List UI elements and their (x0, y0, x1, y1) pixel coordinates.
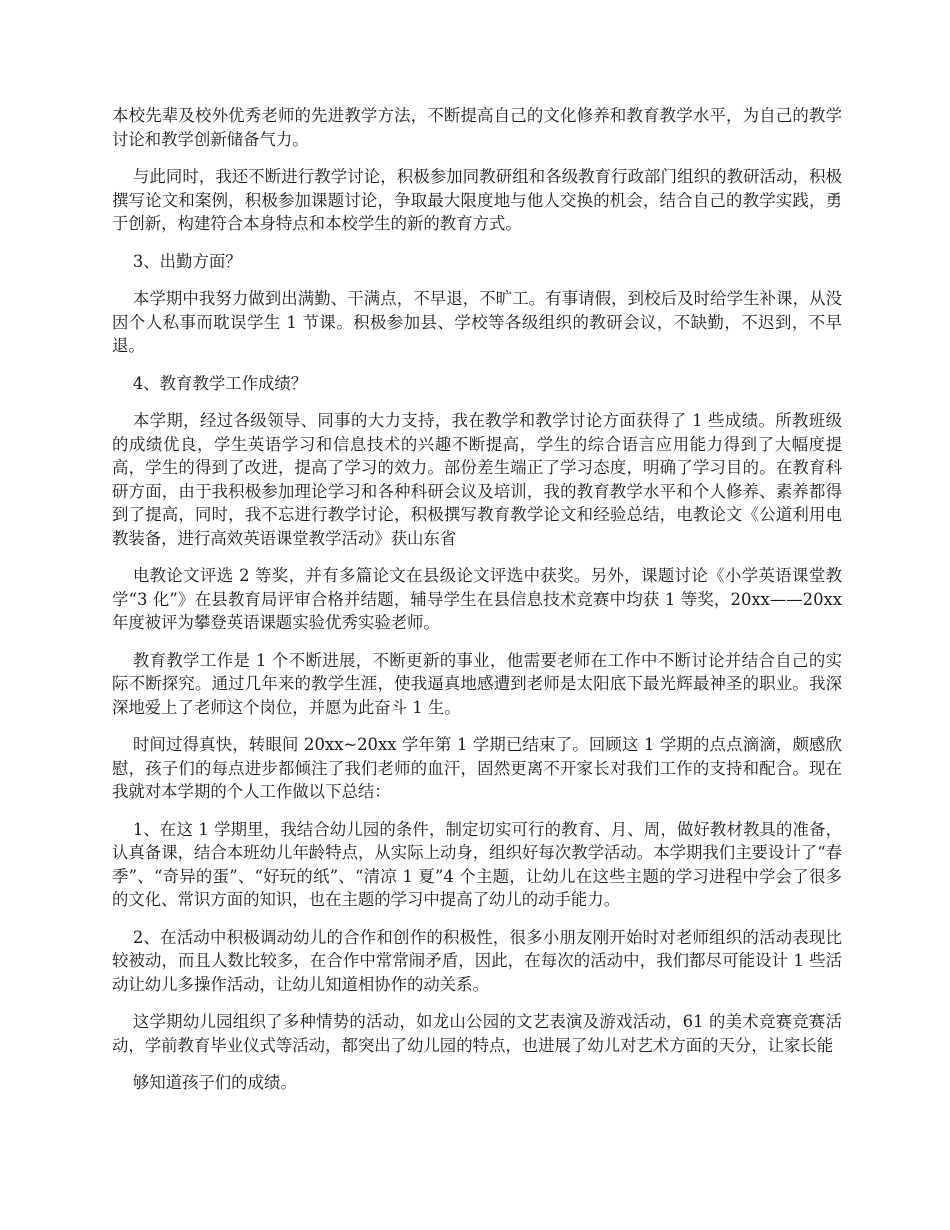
paragraph-attendance: 本学期中我努力做到出满勤、干满点，不早退，不旷工。有事请假，到校后及时给学生补课，从没因个人私事而耽误学生 1 节课。积极参加县、学校等各级组织的教研会议，不缺勤，不迟到，不早退。 (112, 289, 842, 355)
paragraph-awards: 电教论文评选 2 等奖，并有多篇论文在县级论文评选中获奖。另外，课题讨论《小学英语课堂教学“3 化”》在县教育局评审合格并结题，辅导学生在县信息技术竞赛中均获 1 等奖，20xx——20xx 年度被评为攀登英语课题实验优秀实验老师。 (112, 566, 842, 632)
paragraph-intro: 本校先辈及校外优秀老师的先进教学方法，不断提高自己的文化修养和教育教学水平，为自己的教学讨论和教学创新储备气力。 (112, 106, 842, 149)
paragraph-point-1: 1、在这 1 学期里，我结合幼儿园的条件，制定切实可行的教育、月、周，做好教材教具的准备，认真备课，结合本班幼儿年龄特点，从实际上动身，组织好每次教学活动。本学期我们主要设计了“春季”、“奇异的蛋”、“好玩的纸”、“清凉 1 夏”4 个主题，让幼儿在这些主题的学习进程中学会了很多的文化、常识方面的知识，也在主题的学习中提高了幼儿的动手能力。 (112, 819, 842, 909)
paragraph-semester-review: 时间过得真快，转眼间 20xx~20xx 学年第 1 学期已结束了。回顾这 1 学期的点点滴滴，颇感欣慰，孩子们的每点进步都倾注了我们老师的血汗，固然更离不开家长对我们工作的支持和配合。现在我就对本学期的个人工作做以下总结： (112, 735, 842, 801)
paragraph-activities: 这学期幼儿园组织了多种情势的活动，如龙山公园的文艺表演及游戏活动，61 的美术竞赛竞赛活动，学前教育毕业仪式等活动，都突出了幼儿园的特点，也进展了幼儿对艺术方面的天分，让家长能 (112, 1012, 842, 1055)
document-page (112, 104, 842, 1109)
paragraph-results: 本学期，经过各级领导、同事的大力支持，我在教学和教学讨论方面获得了 1 些成绩。所教班级的成绩优良，学生英语学习和信息技术的兴趣不断提高，学生的综合语言应用能力得到了大幅度提高，学生的得到了改进，提高了学习的效力。部份差生端正了学习态度，明确了学习目的。在教育科研方面，由于我积极参加理论学习和各种科研会议及培训，我的教育教学水平和个人修养、素养都得到了提高，同时，我不忘进行教学讨论，积极撰写教育教学论文和经验总结，电教论文《公道利用电教装备，进行高效英语课堂教学活动》获山东省 (112, 411, 842, 548)
section-heading-attendance: 3、出勤方面？ (132, 251, 242, 271)
paragraph-research: 与此同时，我还不断进行教学讨论，积极参加同教研组和各级教育行政部门组织的教研活动，积极撰写论文和案例，积极参加课题讨论，争取最大限度地与他人交换的机会，结合自己的教学实践，勇于创新，构建符合本身特点和本校学生的新的教育方式。 (112, 167, 842, 233)
paragraph-closing: 够知道孩子们的成绩。 (132, 1073, 297, 1092)
section-heading-results: 4、教育教学工作成绩？ (132, 373, 308, 393)
paragraph-career: 教育教学工作是 1 个不断进展，不断更新的事业，他需要老师在工作中不断讨论并结合自己的实际不断探究。通过几年来的教学生涯，使我逼真地感遭到老师是太阳底下最光辉最神圣的职业。我深深地爱上了老师这个岗位，并愿为此奋斗 1 生。 (112, 650, 842, 717)
paragraph-point-2: 2、在活动中积极调动幼儿的合作和创作的积极性，很多小朋友刚开始时对老师组织的活动表现比较被动，而且人数比较多，在合作中常常闹矛盾，因此，在每次的活动中，我们都尽可能设计 1 些活动让幼儿多操作活动，让幼儿知道相协作的动关系。 (112, 927, 842, 994)
